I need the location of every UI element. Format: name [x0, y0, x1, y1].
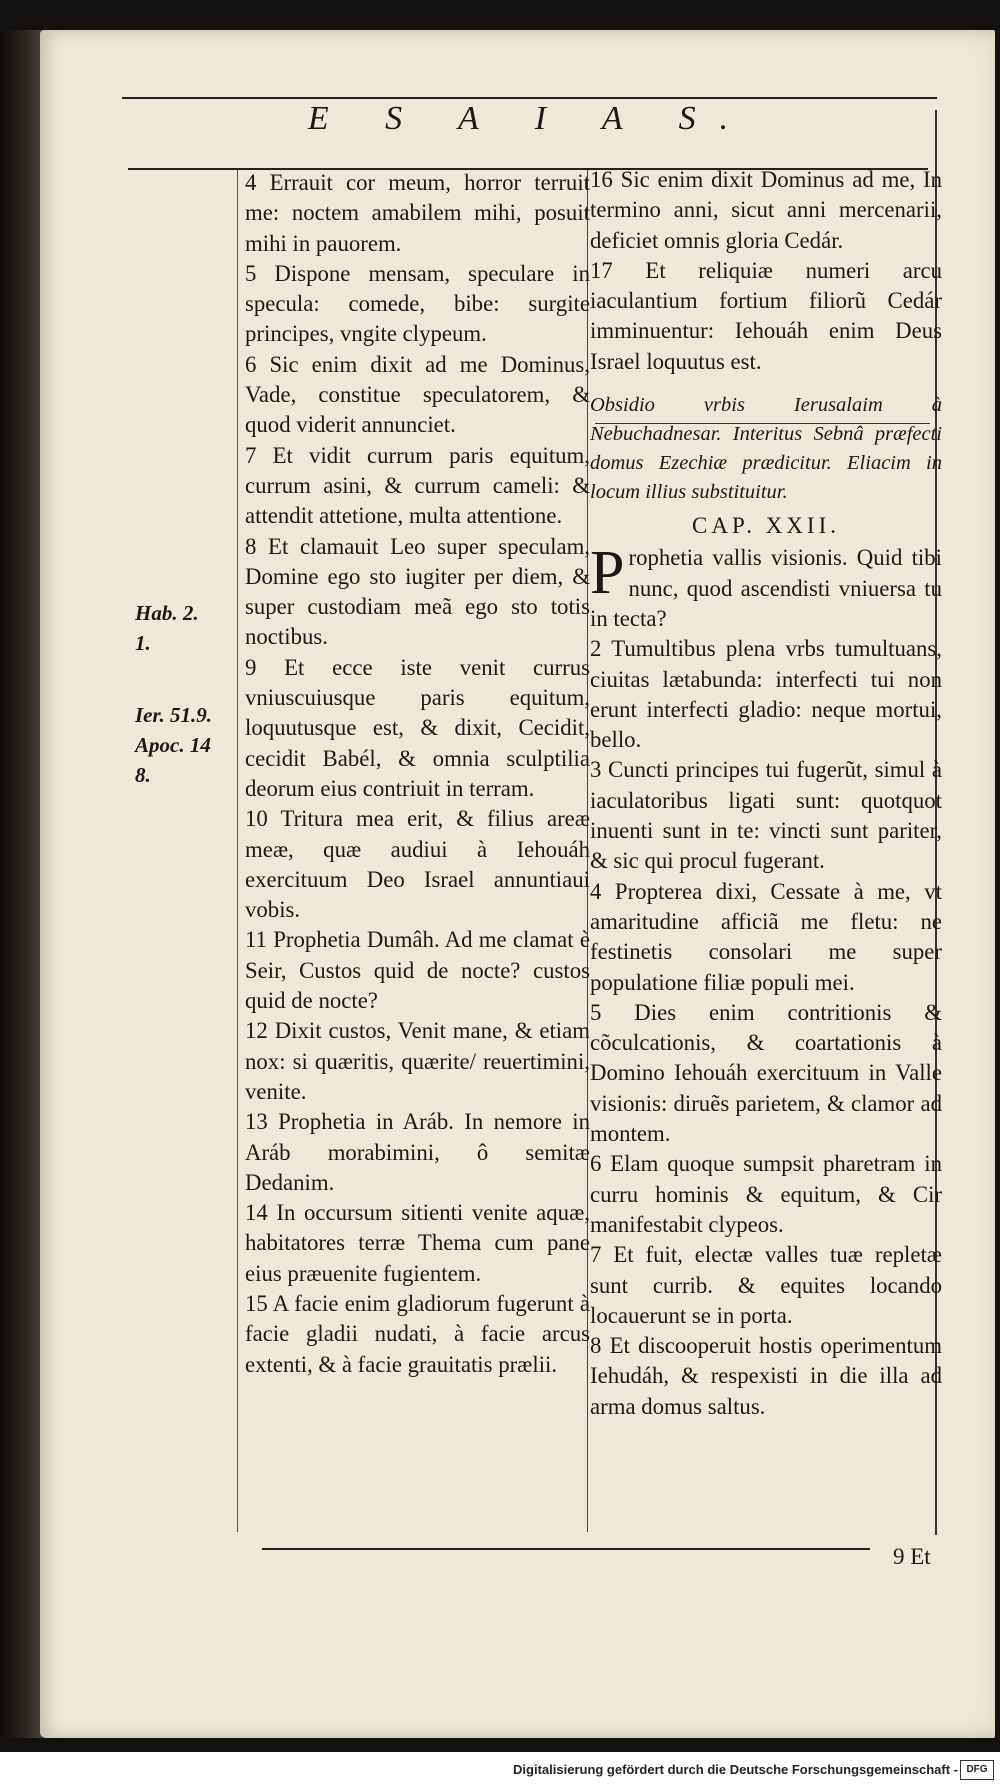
verse: 17 Et reliquiæ numeri arcu iaculantium fortium filiorũ Cedár imminuentur: Iehouáh enim Deus Israel loquutus est.: [590, 257, 942, 374]
verse: 16 Sic enim dixit Dominus ad me, In termino anni, sicut anni mercenarii, deficiet omnis gloria Cedár.: [590, 167, 942, 253]
verse: 7 Et fuit, electæ valles tuæ repletæ sunt currib. & equites locando locauerunt se in porta.: [590, 1242, 942, 1328]
footer-credit: Digitalisierung gefördert durch die Deutsche Forschungsgemeinschaft -: [513, 1762, 958, 1777]
margin-note: 8.: [135, 763, 151, 787]
verse: 3 Cuncti principes tui fugerũt, simul à iaculatoribus ligati sunt: quotquot inuenti sunt in te: vincti sunt pariter, & sic qui procul fugerant.: [590, 757, 942, 874]
left-column: [245, 168, 590, 1380]
verse-text: rophetia vallis visionis. Quid tibi nunc, quod ascendisti vniuersa tu in tecta?: [590, 545, 942, 631]
verse: 11 Prophetia Dumâh. Ad me clamat è Seir, Custos quid de nocte? custos quid de nocte?: [245, 927, 590, 1014]
verse: 2 Tumultibus plena vrbs tumultuans, ciuitas lætabunda: interfecti tui non erunt interfecti gladio: neque mortui, bello.: [590, 636, 942, 753]
verse: 13 Prophetia in Aráb. In nemore in Aráb morabimini, ô semitæ Dedanim.: [245, 1109, 590, 1195]
verse: 8 Et discooperuit hostis operimentum Iehudáh, & respexisti in die illa ad arma domus saltus.: [590, 1333, 942, 1419]
chapter-summary: Obsidio vrbis Ierusalaim à Nebuchadnesar. Interitus Sebnâ præfecti domus Ezechiæ prædicitur. Eliacim in locum illius substituitur.: [590, 394, 942, 504]
footer-rule: [262, 1548, 870, 1550]
verse: 4 Errauit cor meum, horror terruit me: noctem amabilem mihi, posuit mihi in pauorem.: [245, 170, 590, 256]
verse: 6 Elam quoque sumpsit pharetram in curru hominis & equitum, & Cir manifestabit clypeos.: [590, 1151, 942, 1237]
margin-note: 1.: [135, 631, 151, 655]
margin-note: Ier. 51.9.: [135, 703, 213, 727]
verse: 4 Propterea dixi, Cessate à me, vt amaritudine afficiã me fletu: ne festinetis consolari me super populatione filiæ populi mei.: [590, 878, 942, 995]
verse: 5 Dies enim contritionis & cõculcationis, & coartationis à Domino Iehouáh exercituum in Valle visionis: diruẽs parietem, & clamor ad montem.: [590, 999, 942, 1147]
running-head: E S A I A S.: [307, 100, 753, 137]
verse: [590, 539, 942, 634]
verse: 9 Et ecce iste venit currus vniuscuiusque paris equitum, loquutusque est, & dixit, Cecidit, cecidit Babél, & omnia sculptilia deorum eius contriuit in terram.: [245, 654, 590, 801]
left-column-rule: [237, 170, 238, 1532]
verse: 7 Et vidit currum paris equitum, currum asini, & currum cameli: & attendit attetione, multa attentione.: [245, 442, 590, 529]
head-rule-top: [122, 97, 937, 99]
verse: 6 Sic enim dixit ad me Dominus, Vade, constitue speculatorem, & quod viderit annunciet.: [245, 351, 590, 438]
verse: 8 Et clamauit Leo super speculam, Domine ego sto iugiter per diem, & super custodiam meã ego sto totis noctibus.: [245, 533, 590, 650]
margin-note: Hab. 2.: [135, 601, 199, 625]
verse: 12 Dixit custos, Venit mane, & etiam nox: si quæritis, quærite/ reuertimini, venite.: [245, 1018, 590, 1104]
chapter-heading: CAP. XXII.: [692, 513, 840, 539]
verse: 14 In occursum sitienti venite aquæ, habitatores terræ Thema cum pane eius præuenite fugientem.: [245, 1200, 590, 1286]
book-gutter: [0, 30, 42, 1738]
dfg-logo: DFG: [960, 1760, 994, 1780]
verse: 15 A facie enim gladiorum fugerunt à facie gladii nudati, à facie arcus extenti, & à facie grauitatis prælii.: [245, 1290, 590, 1377]
catchword: 9 Et: [893, 1544, 931, 1569]
verse: 5 Dispone mensam, speculare in specula: comede, bibe: surgite principes, vngite clypeum.: [245, 260, 590, 347]
verse: 10 Tritura mea erit, & filius areæ meæ, quæ audiui à Iehouáh exercituum Deo Israel annuntiaui vobis.: [245, 806, 590, 923]
digitization-footer: [0, 1752, 1000, 1787]
drop-cap: P: [590, 539, 625, 608]
margin-notes: [135, 598, 225, 790]
right-column: [590, 165, 942, 1422]
margin-note: Apoc. 14: [135, 733, 211, 757]
